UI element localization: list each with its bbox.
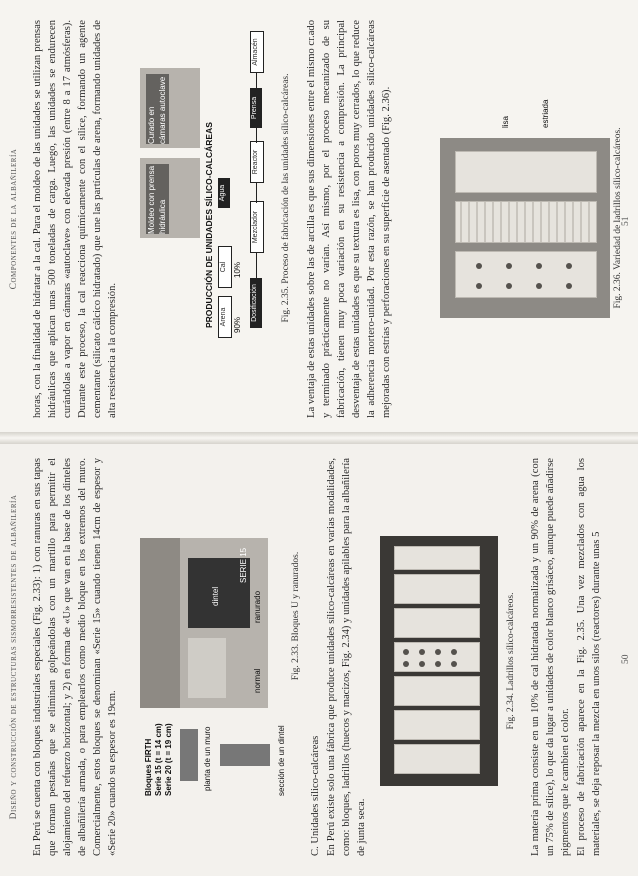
fig236-caption: Fig. 2.36. Variedad de ladrillos sílico-calcáreos. xyxy=(613,127,623,309)
label-lisa: lisa xyxy=(501,115,510,128)
wall-plan-drawing xyxy=(180,729,198,781)
node-arena: Arena xyxy=(218,296,232,338)
fig233-title: Bloques FIRTH xyxy=(144,738,153,796)
photo-label-normal: normal xyxy=(253,668,262,693)
pct-10: 10% xyxy=(233,261,242,278)
node-dosificacion: Dosificación xyxy=(250,278,262,328)
fig233-serie20: Serie 20 (t = 19 cm) xyxy=(164,723,173,796)
node-prensa: Prensa xyxy=(250,88,262,128)
photo-label-serie: SERIE 15 xyxy=(239,547,248,583)
diagram-title: PRODUCCIÓN DE UNIDADES SÍLICO-CALCÁREAS xyxy=(204,122,214,328)
left-page-header: Diseño y construcción de estructuras sismorresistentes de albañilería xyxy=(9,494,19,820)
left-para-1: En Perú se cuenta con bloques industriales especiales (Fig. 2.33): 1) con ranuras en sus tapas que forman pestañas que se eliminan golpeándolas con un martillo para permitir el alojamiento del refuerzo horizontal; y 2) en forma de «U» que van en la base de los dinteles de albañilería armada, o para emplearlos como medio bloque en los extremos del muro. Comercialmente, estos bloques se denominan «Serie 15» cuando tienen 14cm de espesor y «Serie 20» cuando su espesor es 19cm. xyxy=(32,458,119,856)
brick-variety-photo xyxy=(440,138,610,318)
fig235-caption: Fig. 2.35. Proceso de fabricación de las unidades sílico-calcáreas. xyxy=(281,73,291,323)
pct-90: 90% xyxy=(233,316,242,333)
right-page-number: 51 xyxy=(621,216,631,226)
node-mezclador: Mezclador xyxy=(250,201,264,253)
left-para-3: La materia prima consiste en un 10% de cal hidratada normalizada y un 90% de arena (con un 75% de sílice), lo que da lugar a unidades de color blanco grisáceo, aunque puede añadirse pigmentos que le cambien el color. xyxy=(530,458,572,856)
right-para-2: La ventaja de estas unidades sobre las de arcilla es que sus dimensiones entre el mismo cr.ado y terminado prácticamente no varían. Así mismo, por el proceso mecanizado de su fabricación, tienen muy poca variación en su resistencia a compresión. La principal desventaja de estas unidades es que su textura es lisa, con poros muy cerrados, lo que reduce la adherencia mortero-unidad. Por esta razón, se han producido unidades sílico-calcáreas mejoradas con estrías y perforaciones en su superficie de asentado (Fig. 2.36). xyxy=(306,20,393,418)
lintel-section-drawing xyxy=(220,744,270,766)
left-page xyxy=(0,438,638,876)
section-title-c: C. Unidades sílico-calcáreas xyxy=(310,735,321,856)
node-almacen: Almacén xyxy=(250,31,264,73)
right-para-1: horas, con la finalidad de hidratar a la cal. Para el moldeo de las unidades se utilizan prensas hidráulicas que aplican unas 500 toneladas de carga. Luego, las unidades se endurecen curándolas a vapor en cámaras «autoclave» con elevada presión (entre 8 a 17 atmósferas). Durante este proceso, la cal reacciona químicamente con el sílice, formando un agente cementante (silicato cálcico hidratado) que une las partículas de arena, formando unidades de alta resistencia a la compresión. xyxy=(32,20,119,418)
label-estriada: estriada xyxy=(541,99,550,128)
blocks-photo xyxy=(140,538,268,708)
book-spine xyxy=(0,432,638,444)
fig233-seccion: sección de un dintel xyxy=(277,725,286,796)
photo-label-dintel: dintel xyxy=(211,586,220,606)
left-para-4: El proceso de fabricación aparece en la Fig. 2.35. Una vez mezclados con agua los materiales, se deja reposar la mezcla en unos silos (reactores) durante unas 5 xyxy=(576,458,603,856)
left-page-number: 50 xyxy=(621,654,631,664)
silico-bricks-photo xyxy=(380,536,498,786)
fig233-serie15: Serie 15 (t = 14 cm) xyxy=(154,723,163,796)
press-photo xyxy=(140,158,200,238)
node-reactor: Reactor xyxy=(250,141,264,183)
autoclave-photo xyxy=(140,68,200,148)
left-para-2: En Perú existe solo una fábrica que produce unidades sílico-calcáreas en varias modalidades, como: bloques, ladrillos (huecos y macizos, Fig. 2.34) y unidades apilables para la albañilería de junta seca. xyxy=(326,458,368,856)
node-cal: Cal xyxy=(218,246,232,288)
fig234-caption: Fig. 2.34. Ladrillos sílico-calcáreos. xyxy=(506,592,516,730)
photo-label-curado: Curado en cámaras autoclave xyxy=(146,74,169,144)
photo-label-ranurado: ranurado xyxy=(253,590,262,623)
fig233-caption: Fig. 2.33. Bloques U y ranurados. xyxy=(291,551,301,681)
right-page-header: Componentes de la albañilería xyxy=(9,148,19,290)
fig233-planta: planta de un muro xyxy=(203,726,212,791)
photo-label-moldeo: Moldeo con prensa hidráulica xyxy=(147,165,168,234)
node-agua: Agua xyxy=(218,178,230,208)
